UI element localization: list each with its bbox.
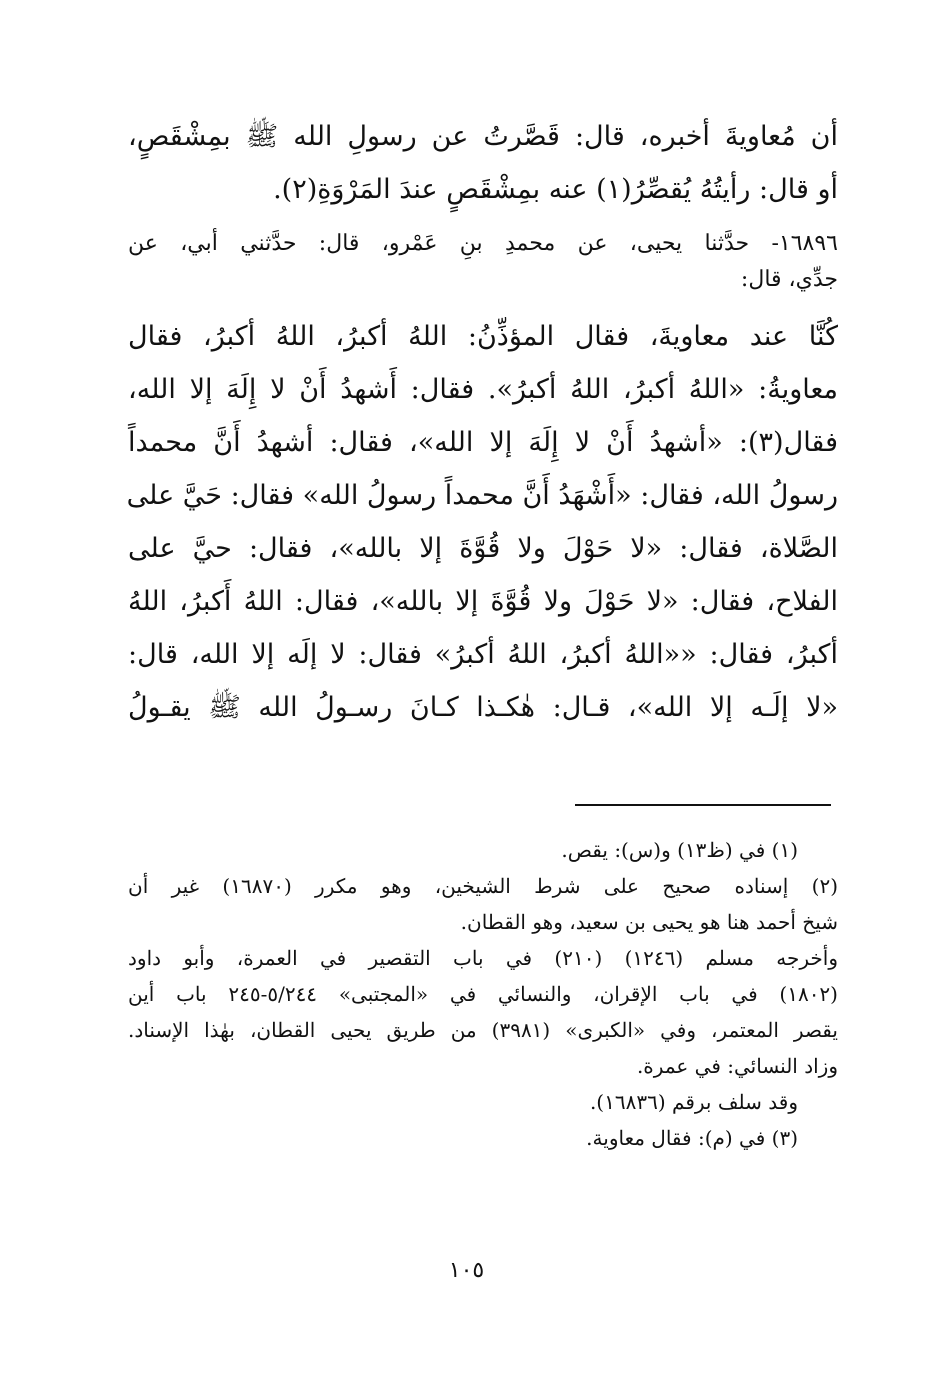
matn-line: الفلاح، فقال: «لا حَوْلَ ولا قُوَّةَ إلا بالله»، فقال: اللهُ أَكبرُ، اللهُ xyxy=(128,586,838,617)
text-line: أو قال: رأيتُهُ يُقصِّرُ(١) عنه بمِشْقَصٍ عندَ المَرْوَةِ(٢). xyxy=(273,174,838,205)
footnote-line: وأخرجه مسلم (١٢٤٦) (٢١٠) في باب التقصير في العمرة، وأبو داود xyxy=(128,946,838,970)
hadith-matn xyxy=(128,310,838,734)
footnote-line: (١) في (ظ١٣) و(س): يقص. xyxy=(561,838,798,862)
footnote-2 xyxy=(128,868,838,940)
page-body xyxy=(128,110,838,734)
footnote-line: يقصر المعتمر، وفي «الكبرى» (٣٩٨١) من طريق يحيى القطان، بهٰذا الإسناد. xyxy=(128,1018,838,1042)
isnad-line: ١٦٨٩٦- حدَّثنا يحيى، عن محمدِ بنِ عَمْرو، قال: حدَّثني أبي، عن xyxy=(128,231,838,256)
footnote-line: (٢) إسناده صحيح على شرط الشيخين، وهو مكرر (١٦٨٧٠) غير أن xyxy=(128,874,838,898)
matn-line: فقال(٣): «أشهدُ أَنْ لا إِلَهَ إلا الله»، فقال: أشهدُ أَنَّ محمداً xyxy=(128,427,838,458)
matn-line: كُنَّا عند معاويةَ، فقال المؤذِّنُ: اللهُ أكبرُ، اللهُ أكبرُ، فقال xyxy=(128,321,838,352)
matn-line: أكبرُ، فقال: ««اللهُ أكبرُ، اللهُ أكبرُ» فقال: لا إلَه إلا الله، قال: xyxy=(128,639,838,670)
page-number: ١٠٥ xyxy=(448,1258,485,1283)
footnote-line: وزاد النسائي: في عمرة. xyxy=(636,1054,838,1078)
matn-line: رسولُ الله، فقال: «أَشْهَدُ أَنَّ محمداً رسولُ الله» فقال: حَيَّ على xyxy=(126,480,838,511)
footnote-line: (١٨٠٢) في باب الإقران، والنسائي في «المجتبى» ٥/٢٤٤-٢٤٥ باب أين xyxy=(128,982,838,1006)
footnote-2-continued xyxy=(128,940,838,1084)
hadith-isnad xyxy=(128,226,838,298)
footnote-1 xyxy=(128,832,838,868)
continuation-text xyxy=(128,110,838,216)
matn-line: الصَّلاة، فقال: «لا حَوْلَ ولا قُوَّةَ إلا بالله»، فقال: حيَّ على xyxy=(128,533,838,564)
footnote-line: (٣) في (م): فقال معاوية. xyxy=(586,1126,798,1150)
footnote-divider xyxy=(575,804,831,806)
footnote-line: وقد سلف برقم (١٦٨٣٦). xyxy=(589,1090,798,1114)
matn-line: «لا إلَـه إلا الله»، قـال: هٰكـذا كـانَ رسـولُ الله ﷺ يقـولُ xyxy=(128,692,838,723)
footnote-2-reference xyxy=(128,1084,838,1120)
footnotes xyxy=(128,832,838,1156)
footnote-line: شيخ أحمد هنا هو يحيى بن سعيد، وهو القطان. xyxy=(460,910,838,934)
footnote-3 xyxy=(128,1120,838,1156)
matn-line: معاويةُ: «اللهُ أكبرُ، اللهُ أكبرُ». فقال: أَشهدُ أَنْ لا إِلَهَ إلا الله، xyxy=(128,374,838,405)
isnad-line: جدِّي، قال: xyxy=(740,267,838,292)
text-line: أن مُعاويةَ أخبره، قال: قَصَّرتُ عن رسولِ الله ﷺ بمِشْقَصٍ، xyxy=(128,121,838,152)
